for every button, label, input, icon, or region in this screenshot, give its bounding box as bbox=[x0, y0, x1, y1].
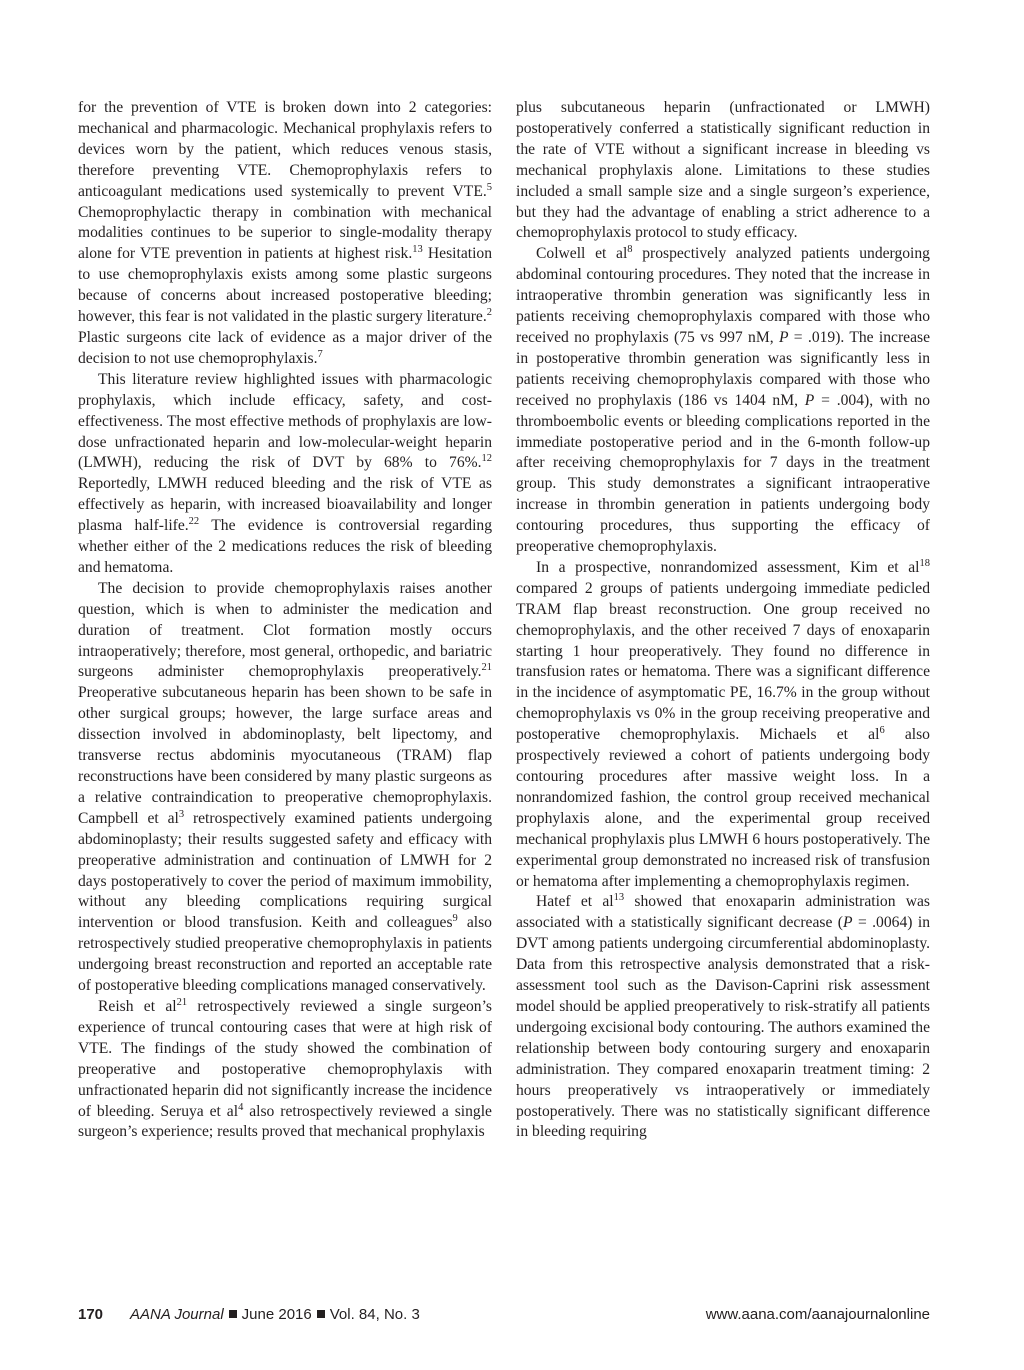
citation-ref: 2 bbox=[486, 307, 492, 319]
text-run: also prospectively reviewed a cohort of patients undergoing body contouring procedures after massive weight loss. In a nonrandomized fashion, the control group received mechanical prophylaxis alone, and the experimental group received mechanical prophylaxis plus LMWH 6 hours postoperatively. The experimental group demonstrated no increased risk of transfusion or hematoma after implementing a chemoprophylaxis regimen. bbox=[516, 726, 930, 890]
issue-date: June 2016 bbox=[241, 1306, 312, 1323]
text-run: for the prevention of VTE is broken down into 2 categories: mechanical and pharmacologic. Mechanical prophylaxis refers to devices worn by the patient, which reduces venous stasis, therefore preventing VTE. Chemoprophylaxis refers to anticoagulant medications used systemically to prevent VTE. bbox=[78, 99, 492, 200]
page-number: 170 bbox=[78, 1306, 104, 1323]
paragraph bbox=[516, 98, 930, 244]
text-run: Hesitation to use chemoprophylaxis exists among some plastic surgeons because of concerns about increased postoperative bleeding; however, this fear is not validated in the plastic surgery literature. bbox=[78, 245, 492, 326]
journal-url[interactable]: www.aana.com/aanajournalonline bbox=[705, 1306, 930, 1323]
citation-ref: 13 bbox=[613, 892, 625, 904]
text-run: also retrospectively studied preoperative chemoprophylaxis in patients undergoing breast reconstruction and reported an acceptable rate of postoperative bleeding complications managed conservatively. bbox=[78, 914, 492, 995]
citation-ref: 9 bbox=[452, 913, 458, 925]
citation-ref: 18 bbox=[919, 557, 930, 569]
paragraph bbox=[78, 370, 492, 579]
text-run: retrospectively reviewed a single surgeon’s experience of truncal contouring cases that were at high risk of VTE. The findings of the study showed the combination of preoperative and postoperative chemoprophylaxis with unfractionated heparin did not significantly increase the incidence of bleeding. Seruya et al bbox=[78, 997, 493, 1120]
citation-ref: 4 bbox=[238, 1101, 244, 1113]
text-run: Colwell et al bbox=[536, 245, 628, 263]
p-value-symbol: P bbox=[804, 391, 815, 409]
paragraph bbox=[78, 98, 492, 370]
journal-citation bbox=[130, 1306, 420, 1323]
paragraph bbox=[78, 997, 492, 1143]
text-run: In a prospective, nonrandomized assessment, Kim et al bbox=[536, 558, 920, 576]
paragraph bbox=[516, 892, 930, 1143]
left-column bbox=[78, 98, 492, 1143]
citation-ref: 13 bbox=[412, 244, 423, 256]
citation-ref: 21 bbox=[176, 996, 188, 1008]
citation-ref: 5 bbox=[486, 181, 492, 193]
text-run: plus subcutaneous heparin (unfractionated or LMWH) postoperatively conferred a statistically significant reduction in the rate of VTE without a significant increase in bleeding vs mechanical prophylaxis alone. Limitations to these studies included a small sample size and a single surgeon’s experience, but they had the advantage of enabling a strict adherence to a chemoprophylaxis protocol to study efficacy. bbox=[516, 99, 930, 242]
citation-ref: 6 bbox=[879, 725, 885, 737]
text-run: prospectively analyzed patients undergoing abdominal contouring procedures. They noted that the increase in intraoperative thrombin generation was significantly less in patients receiving chemoprophylaxis compared with those who received no prophylaxis (75 vs 997 nM, bbox=[516, 245, 930, 346]
text-run: Reportedly, LMWH reduced bleeding and the risk of VTE as effectively as heparin, with increased bioavailability and longer plasma half-life. bbox=[78, 475, 492, 535]
citation-ref: 8 bbox=[627, 244, 633, 256]
paragraph bbox=[78, 579, 492, 997]
citation-ref: 12 bbox=[481, 453, 492, 465]
text-run: retrospectively examined patients undergoing abdominoplasty; their results suggested safety and efficacy with preoperative administration and continuation of LMWH for 2 days postoperatively to cover the period of maximum immobility, without any bleeding complications requiring surgical intervention or blood transfusion. Keith and colleagues bbox=[78, 809, 492, 932]
citation-ref: 7 bbox=[317, 348, 323, 360]
text-run: = .004), with no thromboembolic events or bleeding complications reported in the immediate postoperative period and in the 6-month follow-up after receiving chemoprophylaxis for 7 days in the treatment group. This study demonstrates a significant intraoperative increase in thrombin generation in patients undergoing body contouring procedures, thus supporting the efficacy of preoperative chemoprophylaxis. bbox=[516, 391, 930, 556]
text-run: = .0064) in DVT among patients undergoing circumferential abdominoplasty. Data from this retrospective analysis demonstrated that a risk-assessment tool such as the Davison-Caprini risk assessment model should be applied preoperatively to risk-stratify all patients undergoing excisional body contouring. The authors examined the relationship between body contouring surgery and enoxaparin administration. They compared enoxaparin treatment timing: 2 hours preoperatively vs intraoperatively or immediately postoperatively. There was no statistically significant difference in bleeding requiring bbox=[516, 914, 930, 1141]
text-run: compared 2 groups of patients undergoing immediate pedicled TRAM flap breast reconstruction. One group received no chemoprophylaxis, and the other received 7 days of enoxaparin starting 1 hour preoperatively. They found no difference in transfusion rates or hematoma. There was a significant difference in the incidence of asymptomatic PE, 16.7% in the group without chemoprophylaxis vs 0% in the group receiving preoperative and postoperative chemoprophylaxis. Michaels et al bbox=[516, 579, 930, 744]
text-run: The evidence is controversial regarding whether either of the 2 medications reduces the risk of bleeding and hematoma. bbox=[78, 517, 492, 576]
text-run: This literature review highlighted issues with pharmacologic prophylaxis, which include efficacy, safety, and cost-effectiveness. The most effective methods of prophylaxis are low-dose unfractionated heparin and low-molecular-weight heparin (LMWH), reducing the risk of DVT by 68% to 76%. bbox=[78, 370, 492, 472]
text-run: Preoperative subcutaneous heparin has been shown to be safe in other surgical groups; however, the large surface areas and dissection involved in abdominoplasty, belt lipectomy, and transverse rectus abdominis myocutaneous (TRAM) flap reconstructions have been considered by many plastic surgeons as a relative contraindication to preoperative chemoprophylaxis. Campbell et al bbox=[78, 684, 492, 827]
p-value-symbol: P bbox=[778, 328, 789, 346]
text-run: = .019). The increase in postoperative thrombin generation was significantly less in patients receiving chemoprophylaxis compared with those who received no prophylaxis (186 vs 1404 nM, bbox=[516, 328, 930, 409]
text-run: also retrospectively reviewed a single surgeon’s experience; results proved that mechanical prophylaxis bbox=[78, 1102, 492, 1141]
text-run: showed that enoxaparin administration was associated with a statistically significant decrease ( bbox=[516, 893, 931, 932]
citation-ref: 21 bbox=[481, 662, 492, 674]
p-value-symbol: P bbox=[842, 914, 853, 932]
text-run: The decision to provide chemoprophylaxis raises another question, which is when to administer the medication and duration of treatment. Clot formation mostly occurs intraoperatively; therefore, most general, orthopedic, and bariatric surgeons administer chemoprophylaxis preoperatively. bbox=[78, 579, 492, 681]
citation-ref: 3 bbox=[178, 808, 185, 820]
separator-square-icon bbox=[229, 1310, 237, 1318]
text-run: Reish et al bbox=[98, 997, 177, 1015]
journal-name: AANA Journal bbox=[130, 1306, 224, 1323]
citation-ref: 22 bbox=[188, 516, 200, 528]
right-column bbox=[516, 98, 930, 1143]
separator-square-icon bbox=[317, 1310, 325, 1318]
page-footer bbox=[78, 1306, 930, 1328]
paragraph bbox=[516, 244, 930, 558]
volume-issue: Vol. 84, No. 3 bbox=[329, 1306, 420, 1323]
text-run: Plastic surgeons cite lack of evidence as a major driver of the decision to not use chemoprophylaxis. bbox=[78, 328, 492, 367]
text-run: Hatef et al bbox=[536, 893, 614, 911]
text-run: Chemoprophylactic therapy in combination with mechanical modalities continues to be superior to single-modality therapy alone for VTE prevention in patients at highest risk. bbox=[78, 203, 492, 263]
paragraph bbox=[516, 558, 930, 893]
